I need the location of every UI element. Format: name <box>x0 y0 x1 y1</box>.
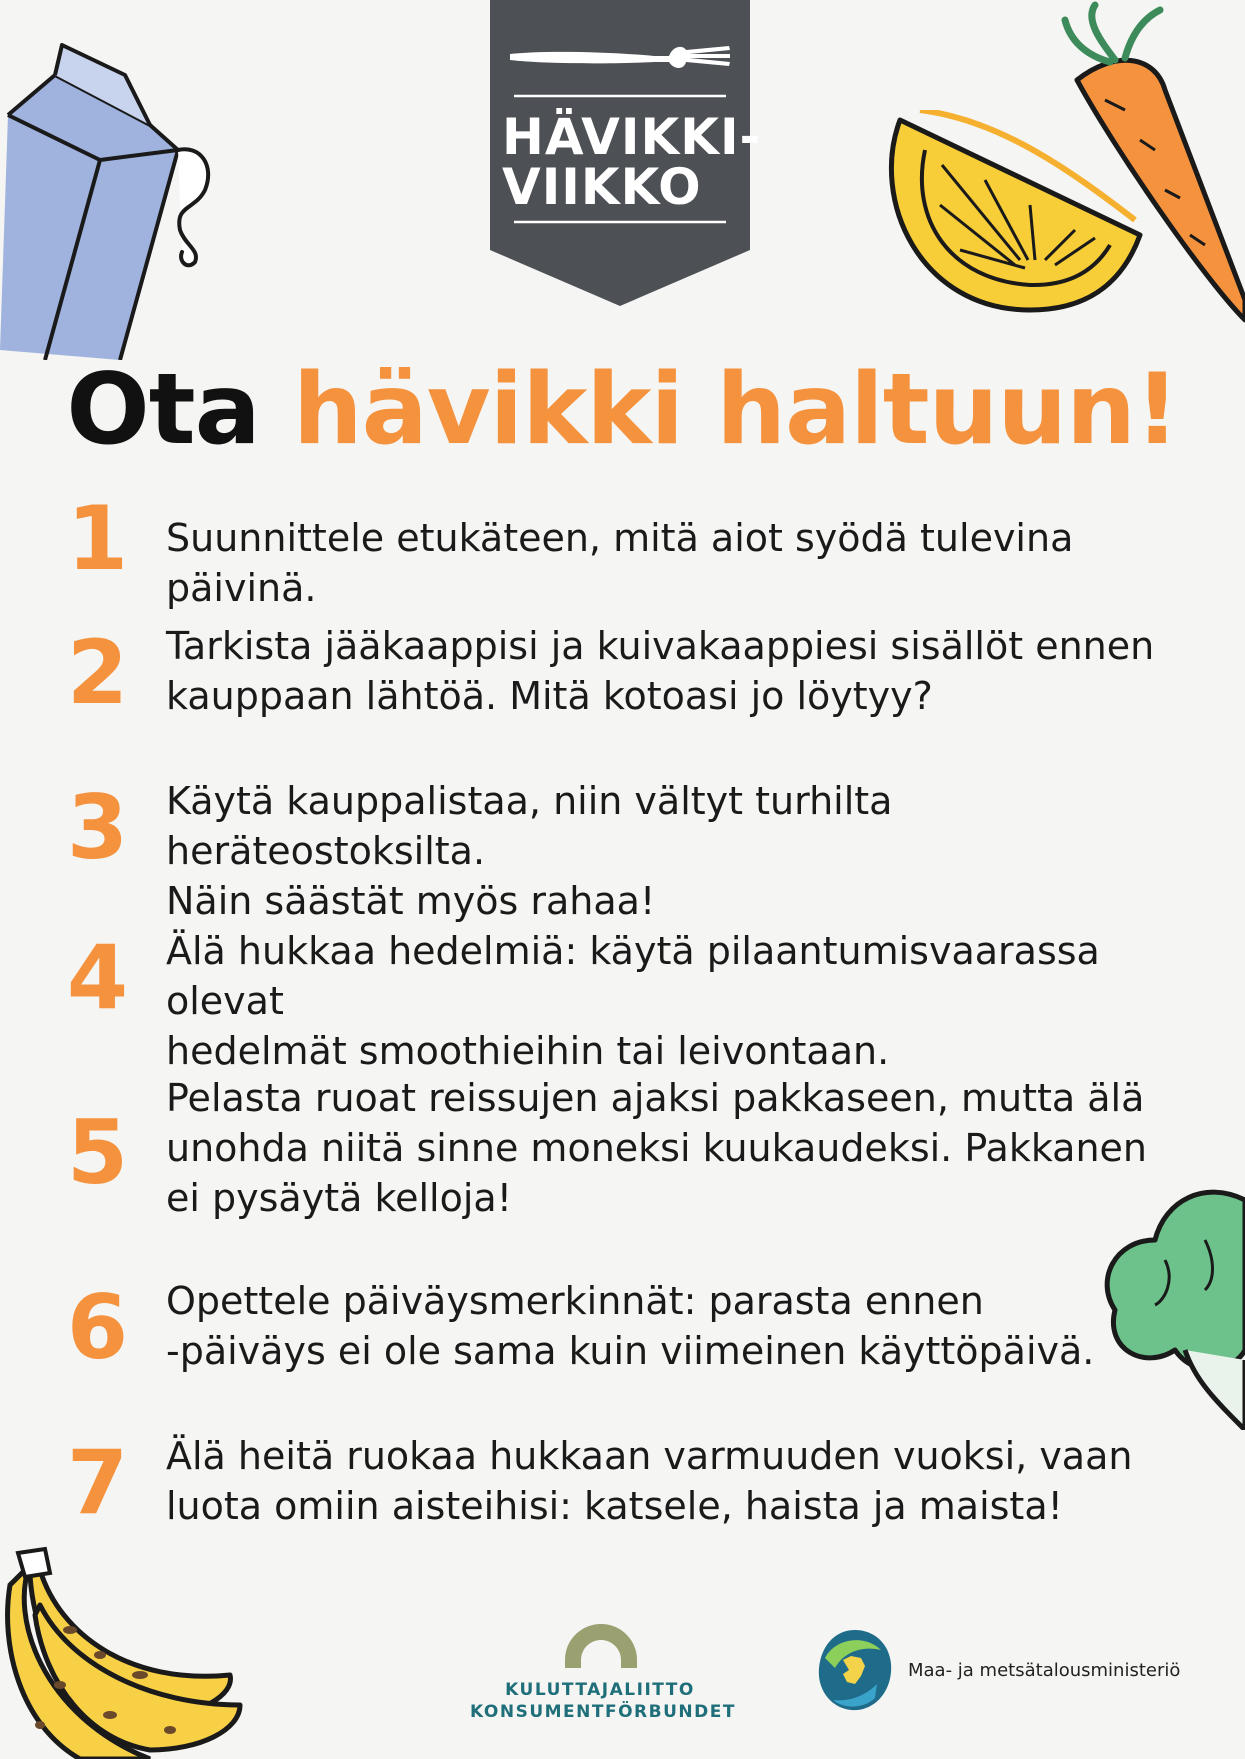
tip-number: 3 <box>66 776 129 879</box>
ministry-name: Maa- ja metsätalousministeriö <box>908 1660 1181 1681</box>
bananas-icon <box>0 1545 260 1759</box>
event-badge <box>490 0 762 306</box>
tip-number: 6 <box>66 1276 129 1379</box>
milk-carton-icon <box>0 30 240 360</box>
title-accent-words: hävikki haltuun! <box>292 353 1179 467</box>
tip-text: Opettele päiväysmerkinnät: parasta ennen -päiväys ei ole sama kuin viimeinen käyttöpäivä. <box>166 1279 1095 1373</box>
kuluttajaliitto-logo <box>470 1620 736 1730</box>
tip-number: 1 <box>66 487 129 590</box>
page-title <box>0 350 1245 470</box>
tip-text: Älä hukkaa hedelmiä: käytä pilaantumisvaarassa olevat hedelmät smoothieihin tai leivontaan. <box>166 929 1100 1073</box>
ministry-emblem-icon <box>815 1628 895 1714</box>
tip-number: 4 <box>66 926 129 1029</box>
tip-text: Pelasta ruoat reissujen ajaksi pakkaseen, mutta älä unohda niitä sinne moneksi kuukaudeksi. Pakkanen ei pysäytä kelloja! <box>166 1076 1148 1220</box>
fork-icon <box>504 40 736 76</box>
tip-text: Käytä kauppalistaa, niin vältyt turhilta heräteostoksilta. Näin säästät myös rahaa! <box>166 779 893 923</box>
title-word-ota: Ota <box>66 353 260 467</box>
tip-number: 5 <box>66 1101 129 1204</box>
tip-text: Suunnittele etukäteen, mitä aiot syödä tulevina päivinä. <box>166 516 1074 610</box>
logo1-line1: KULUTTAJALIITTO <box>505 1680 695 1700</box>
tip-number: 2 <box>66 621 129 724</box>
event-title: HÄVIKKI- VIIKKO <box>502 108 762 216</box>
tip-number: 7 <box>66 1431 129 1534</box>
logo1-line2: KONSUMENTFÖRBUNDET <box>470 1702 736 1722</box>
tip-text: Tarkista jääkaappisi ja kuivakaappiesi sisällöt ennen kauppaan lähtöä. Mitä kotoasi jo löytyy? <box>166 624 1155 718</box>
tip-text: Älä heitä ruokaa hukkaan varmuuden vuoksi, vaan luota omiin aisteihisi: katsele, haista ja maista! <box>166 1434 1133 1528</box>
arch-logo-icon <box>565 1624 637 1668</box>
carrot-icon <box>1055 0 1245 330</box>
